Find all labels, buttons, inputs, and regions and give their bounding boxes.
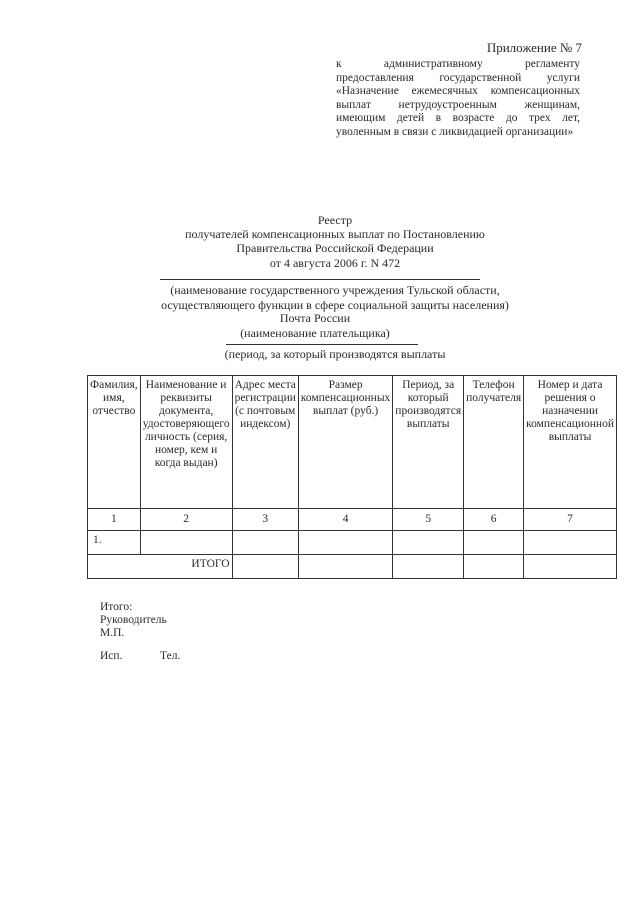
column-number: 7	[524, 509, 617, 531]
period-caption: (период, за который производятся выплаты	[224, 347, 446, 361]
heading-line-1: Реестр	[317, 213, 353, 227]
table-cell	[393, 531, 464, 555]
total-label: ИТОГО	[88, 555, 233, 579]
header-cell-address: Адрес места регистрации (с почтовым индексом)	[232, 376, 298, 509]
table-cell	[298, 555, 392, 579]
register-table	[87, 375, 617, 579]
table-header-row	[88, 376, 617, 509]
footer-phone: Тел.	[160, 650, 181, 662]
table-cell	[232, 531, 298, 555]
period-blank-line	[226, 344, 418, 345]
register-heading	[150, 213, 520, 270]
payer-name: Почта России	[279, 311, 351, 325]
footer-head: Руководитель	[100, 614, 167, 626]
row-number: 1.	[88, 531, 141, 555]
header-cell-name: Фамилия, имя, отчество	[88, 376, 141, 509]
institution-blank-line	[160, 279, 480, 280]
table-cell	[524, 531, 617, 555]
column-number: 3	[232, 509, 298, 531]
table-cell	[464, 555, 524, 579]
table-cell	[298, 531, 392, 555]
header-cell-document: Наименование и реквизиты документа, удостоверяющего личность (серия, номер, кем и когда выдан)	[140, 376, 232, 509]
institution-caption	[150, 283, 520, 312]
appendix-title: Приложение № 7	[486, 40, 582, 55]
footer-executor: Исп.	[100, 650, 123, 662]
table-cell	[524, 555, 617, 579]
column-number: 6	[464, 509, 524, 531]
column-number: 5	[393, 509, 464, 531]
heading-line-3: Правительства Российской Федерации	[236, 241, 434, 256]
payer-block	[230, 311, 400, 340]
header-cell-amount: Размер компенсационных выплат (руб.)	[298, 376, 392, 509]
table-cell	[140, 531, 232, 555]
header-cell-period: Период, за который производятся выплаты	[393, 376, 464, 509]
footer-itogo: Итого:	[100, 601, 133, 613]
column-number: 4	[298, 509, 392, 531]
header-cell-decision: Номер и дата решения о назначении компенсационной выплаты	[524, 376, 617, 509]
heading-line-2: получателей компенсационных выплат по Постановлению	[185, 227, 485, 242]
table-cell	[232, 555, 298, 579]
table-cell	[464, 531, 524, 555]
payer-caption: (наименование плательщика)	[240, 325, 390, 340]
institution-caption-line-1: (наименование государственного учреждения Тульской области,	[170, 283, 500, 297]
institution-caption-line-2: осуществляющего функции в сфере социальной защиты населения)	[161, 297, 509, 312]
header-cell-phone: Телефон получателя	[464, 376, 524, 509]
table-cell	[393, 555, 464, 579]
appendix-text: к административному регламенту предоставления государственной услуги «Назначение ежемесячных компенсационных выплат нетрудоустроенным женщинам, имеющим детей в возрасте до трех лет, уволенным в связи с ликвидацией организации»	[336, 58, 580, 138]
table-total-row	[88, 555, 617, 579]
footer-stamp: М.П.	[100, 627, 125, 639]
column-number: 1	[88, 509, 141, 531]
footer-signatures	[100, 601, 167, 640]
heading-line-4: от 4 августа 2006 г. N 472	[269, 255, 401, 270]
table-number-row	[88, 509, 617, 531]
column-number: 2	[140, 509, 232, 531]
table-row	[88, 531, 617, 555]
